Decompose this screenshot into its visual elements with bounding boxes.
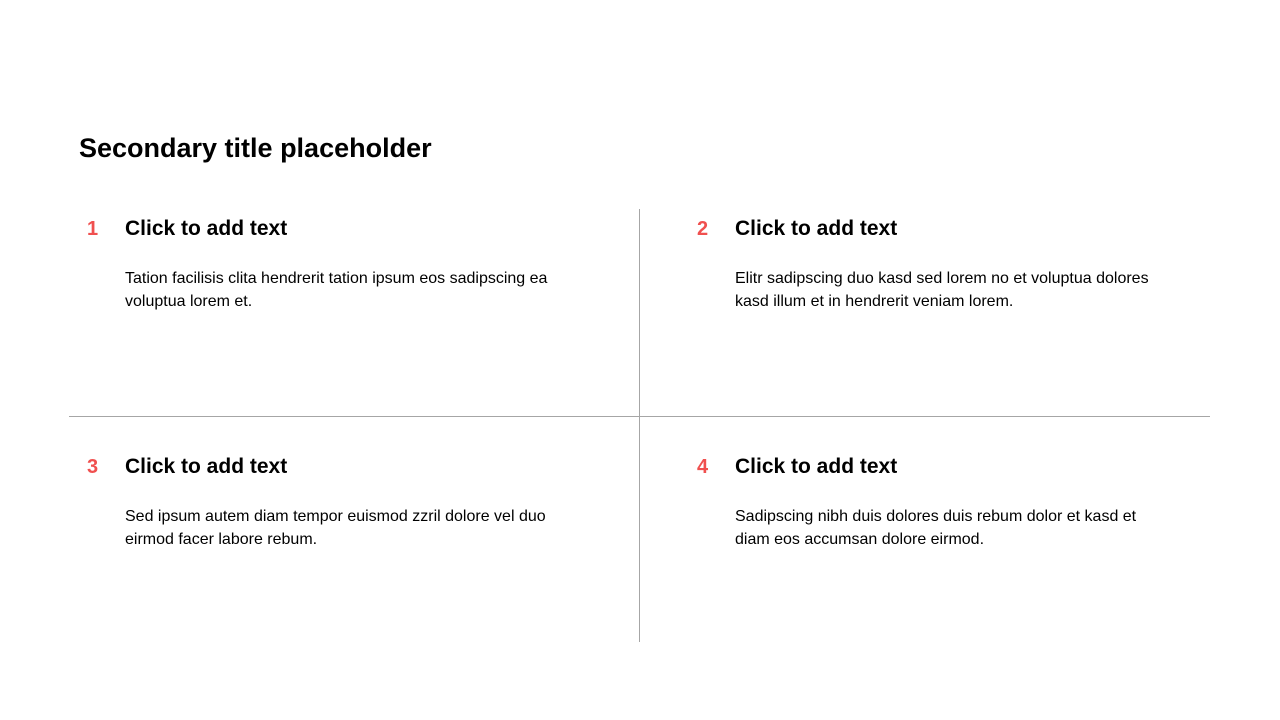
grid-cell-3 bbox=[87, 453, 607, 603]
page-title[interactable]: Secondary title placeholder bbox=[79, 133, 432, 163]
item-body[interactable]: Tation facilisis clita hendrerit tation ipsum eos sadipscing ea voluptua lorem et. bbox=[125, 270, 548, 310]
item-body[interactable]: Sed ipsum autem diam tempor euismod zzril dolore vel duo eirmod facer labore rebum. bbox=[125, 508, 546, 548]
item-heading[interactable]: Click to add text bbox=[125, 455, 288, 478]
vertical-divider bbox=[639, 209, 640, 642]
item-body[interactable]: Sadipscing nibh duis dolores duis rebum dolor et kasd et diam eos accumsan dolore eirmod. bbox=[735, 508, 1137, 548]
item-heading[interactable]: Click to add text bbox=[125, 217, 288, 240]
item-number: 2 bbox=[697, 218, 709, 240]
item-number: 4 bbox=[697, 456, 709, 478]
item-number: 3 bbox=[87, 456, 99, 478]
grid-cell-2 bbox=[697, 215, 1217, 365]
item-number: 1 bbox=[87, 218, 99, 240]
item-heading[interactable]: Click to add text bbox=[735, 455, 898, 478]
grid-cell-4 bbox=[697, 453, 1217, 603]
grid-cell-1 bbox=[87, 215, 607, 365]
item-body[interactable]: Elitr sadipscing duo kasd sed lorem no et voluptua dolores kasd illum et in hendrerit veniam lorem. bbox=[735, 270, 1149, 310]
item-heading[interactable]: Click to add text bbox=[735, 217, 898, 240]
